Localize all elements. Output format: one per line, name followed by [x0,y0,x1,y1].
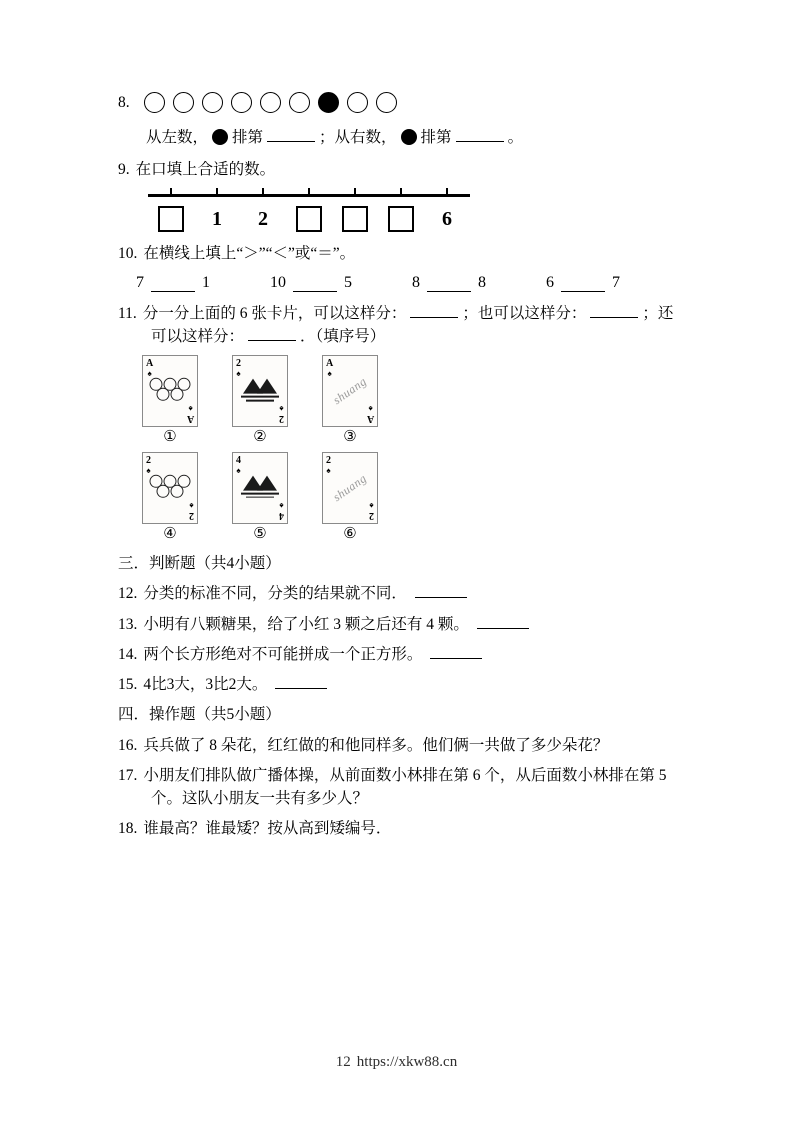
empty-circle-icon [173,92,194,113]
empty-number-box [158,206,184,232]
filled-circle-icon [318,92,339,113]
watermark-text: shuang [330,470,370,504]
comparison-pair [270,273,352,292]
tick-mark [400,188,403,196]
card-rank: 2 [326,454,331,466]
ring-icon [157,388,170,401]
spade-icon: ♠ [236,465,241,475]
number-text: 6 [442,208,452,231]
card-item [142,355,198,446]
card-corner [189,501,194,520]
ring-icon [171,484,184,497]
question-number: 18. [118,820,138,838]
empty-circle-icon [144,92,165,113]
answer-blank [151,279,195,292]
question-number: 9. [118,161,130,178]
question-number: 16. [118,736,138,754]
question-10 [118,242,687,265]
playing-card [232,355,288,427]
judgment-question [118,673,687,696]
question-number: 17. [118,766,138,784]
spade-icon: ♠ [236,369,241,379]
answer-blank [293,279,337,292]
question-text: 在口填上合适的数。 [135,161,276,178]
olympic-rings-icon [150,474,191,498]
card-rank: A [326,358,334,370]
question-text: ．（填序号） [300,327,386,345]
tick-mark [262,188,265,196]
question-text: 排第 [420,129,452,146]
triangle-icon [257,379,277,394]
question-text: ；还可以这样分： [151,304,674,345]
card-corner [279,501,284,520]
cards-grid [142,355,687,542]
number-line-ticks [148,188,470,197]
card-number-label: ① [163,429,177,446]
right-number: 5 [344,273,352,291]
question-number: 11. [118,304,137,322]
card-corner [279,404,284,423]
question-text: 排第 [232,129,264,146]
card-rank: 2 [236,358,241,370]
left-number: 7 [136,273,144,291]
mountain-baseline [241,492,279,494]
answer-blank [248,328,296,341]
answer-blank [427,279,471,292]
question-text: ；从右数， [319,129,397,146]
number-line-cells [148,206,470,232]
answer-blank [456,129,504,142]
spade-icon: ♠ [146,465,151,475]
tick-mark [446,188,449,196]
question-text: 分一分上面的 6 张卡片，可以这样分： [142,304,407,322]
answer-blank [267,129,315,142]
filled-circle-icon [212,129,228,145]
empty-circle-icon [347,92,368,113]
spade-icon: ♠ [327,369,332,379]
question-text: 谁最高？谁最矮？按从高到矮编号． [143,820,392,838]
section-4-title: 四．操作题（共5小题） [118,706,281,724]
question-number: 12. [118,585,138,603]
tick-mark [308,188,311,196]
question-text: 小明有八颗糖果，给了小红 3 颗之后还有 4 颗。 [143,615,469,633]
card-number-label: ③ [343,429,357,446]
playing-card [232,452,288,524]
card-rank: 2 [146,454,151,466]
card-rank: 2 [279,413,284,425]
worksheet-content [118,92,687,848]
question-number: 8. [118,93,130,111]
judgment-questions [118,582,687,696]
judgment-question [118,613,687,636]
spade-icon: ♠ [188,404,193,414]
mountains-icon [239,379,281,402]
card-number-label: ④ [163,525,177,542]
card-number-label: ② [253,429,267,446]
card-item [322,355,378,446]
judgment-question [118,643,687,666]
card-corner [326,359,333,378]
watermark-text: shuang [330,374,370,408]
empty-circle-icon [202,92,223,113]
answer-blank [415,585,467,598]
operation-question [118,764,687,811]
section-3-title: 三．判断题（共4小题） [118,555,281,573]
empty-number-box [296,206,322,232]
playing-card [142,355,198,427]
question-text: 小朋友们排队做广播体操，从前面数小林排在第 6 个，从后面数小林排在第 5 个。这队小朋友一共有多少人？ [143,766,667,808]
card-number-label: ⑥ [343,525,357,542]
triangles-group [239,379,281,394]
empty-number-box [342,206,368,232]
question-text: 4比3大，3比2大。 [143,676,268,694]
question-number: 15. [118,676,138,694]
left-number: 10 [270,273,286,291]
filled-circle-icon [401,129,417,145]
playing-card [322,452,378,524]
left-number: 6 [546,273,554,291]
empty-circle-icon [260,92,281,113]
card-item [232,452,288,543]
playing-card [322,355,378,427]
question-number: 14. [118,645,138,663]
comparison-pair [136,273,210,292]
footer-url: https://xkw88.cn [356,1054,458,1070]
playing-card [142,452,198,524]
card-corner [187,404,194,423]
question-9 [118,158,687,181]
question-text: 从左数， [146,129,209,146]
answer-blank [430,646,482,659]
mountains-icon [239,475,281,498]
spade-icon: ♠ [147,369,152,379]
comparison-pair [412,273,486,292]
spade-icon: ♠ [279,404,284,414]
card-rank: A [366,413,374,425]
question-number: 10. [118,245,138,263]
number-text: 2 [258,208,268,231]
question-text: 两个长方形绝对不可能拼成一个正方形。 [143,645,423,663]
tick-mark [354,188,357,196]
card-number-label: ⑤ [253,525,267,542]
empty-circle-icon [289,92,310,113]
operation-questions [118,734,687,841]
spade-icon: ♠ [279,500,284,510]
card-rank: 2 [189,509,194,521]
question-text: 兵兵做了 8 朵花，红红做的和他同样多。他们俩一共做了多少朵花？ [143,736,609,754]
comparison-pair [546,273,620,292]
card-rank: 4 [236,454,241,466]
comparison-row [136,273,687,292]
left-number: 8 [412,273,420,291]
card-item [322,452,378,543]
tick-mark [216,188,219,196]
ring-icon [157,484,170,497]
answer-blank [410,305,458,318]
card-corner [369,501,374,520]
number-line-figure [148,188,470,232]
mountain-baseline [246,496,274,498]
answer-blank [477,616,529,629]
answer-blank [561,279,605,292]
empty-circle-icon [376,92,397,113]
operation-question [118,817,687,840]
spade-icon: ♠ [369,500,374,510]
card-item [232,355,288,446]
spade-icon: ♠ [326,465,331,475]
card-corner [236,456,241,475]
question-text: ；也可以这样分： [462,304,587,322]
page-number: 12 [335,1054,351,1070]
card-rank: 2 [369,509,374,521]
circles-row [144,92,397,113]
spade-icon: ♠ [368,404,373,414]
mountain-baseline [246,400,274,402]
card-corner [236,359,241,378]
question-text: 分类的标准不同，分类的结果就不同． [143,585,407,603]
empty-number-box [388,206,414,232]
card-corner [146,359,153,378]
judgment-question [118,582,687,605]
tick-mark [170,188,173,196]
answer-blank [590,305,638,318]
mountain-baseline [241,396,279,398]
card-corner [326,456,331,475]
right-number: 8 [478,273,486,291]
answer-blank [275,676,327,689]
card-rank: A [186,413,194,425]
right-number: 1 [202,273,210,291]
card-corner [367,404,374,423]
card-corner [146,456,151,475]
spade-icon: ♠ [189,500,194,510]
triangles-group [239,475,281,490]
right-number: 7 [612,273,620,291]
question-text: 。 [507,129,524,146]
question-text: 在横线上填上“＞”“＜”或“＝”。 [143,245,356,263]
triangle-icon [257,475,277,490]
question-number: 13. [118,615,138,633]
empty-circle-icon [231,92,252,113]
question-8-answer-line [146,125,687,147]
operation-question [118,734,687,757]
number-text: 1 [212,208,222,231]
card-rank: 4 [279,509,284,521]
ring-icon [171,388,184,401]
page-footer [0,1054,793,1071]
card-rank: A [146,358,154,370]
olympic-rings-icon [150,378,191,402]
question-11 [118,302,687,349]
question-8 [118,92,687,113]
card-item [142,452,198,543]
